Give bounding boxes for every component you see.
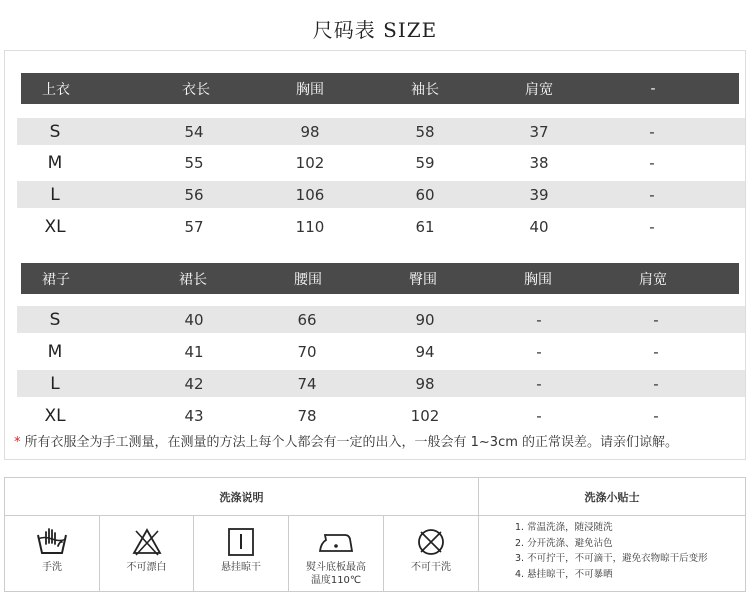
table-cell: 94 xyxy=(415,342,435,361)
no-bleach-label: 不可漂白 xyxy=(126,562,167,573)
no-bleach-icon xyxy=(130,527,164,557)
page-title: 尺码表 SIZE xyxy=(312,18,438,42)
table-cell: - xyxy=(649,185,655,204)
tops-header-length: 衣长 xyxy=(182,81,210,98)
table-row xyxy=(17,181,745,208)
table-cell: 98 xyxy=(300,122,320,141)
note-text: 所有衣服全为手工测量，在测量的方法上每个人都会有一定的出入，一般会有 1~3cm 的正常误差。请亲们谅解。 xyxy=(24,435,679,450)
table-cell: - xyxy=(653,374,659,393)
list-item: 2. 分开洗涤、避免沾色 xyxy=(515,537,613,549)
table-cell: 102 xyxy=(295,153,325,172)
table-cell: 60 xyxy=(415,185,435,204)
list-item: 3. 不可拧干，不可滴干，避免衣物晾干后变形 xyxy=(515,553,708,564)
table-cell: 98 xyxy=(415,374,435,393)
tops-header-extra: - xyxy=(650,80,656,97)
care-tips-title: 洗涤小贴士 xyxy=(479,478,745,516)
table-cell: 70 xyxy=(297,342,317,361)
table-cell: - xyxy=(649,122,655,141)
tops-header-shoulder: 肩宽 xyxy=(525,81,553,98)
size-label: XL xyxy=(44,216,66,237)
list-item: 4. 悬挂晾干，不可暴晒 xyxy=(515,568,613,580)
table-cell: 74 xyxy=(297,374,317,393)
table-cell: 66 xyxy=(297,310,317,329)
table-cell: 41 xyxy=(184,342,204,361)
table-cell: 90 xyxy=(415,310,435,329)
table-cell: 57 xyxy=(184,217,204,236)
care-item-no-dry-clean xyxy=(384,516,479,592)
size-label: L xyxy=(50,184,60,205)
size-label: L xyxy=(50,373,60,394)
tops-header-sleeve: 袖长 xyxy=(411,81,439,98)
list-item: 1. 常温洗涤，随浸随洗 xyxy=(515,522,613,533)
table-row xyxy=(17,370,745,397)
hand-wash-icon xyxy=(35,527,69,557)
table-cell: 37 xyxy=(529,122,549,141)
table-cell: - xyxy=(653,406,659,425)
table-row xyxy=(17,402,745,429)
table-cell: - xyxy=(653,342,659,361)
skirts-header-waist: 腰围 xyxy=(294,271,322,288)
table-cell: 43 xyxy=(184,406,204,425)
table-cell: 106 xyxy=(295,185,325,204)
tops-header-chest: 胸围 xyxy=(296,81,324,98)
care-instructions-title: 洗涤说明 xyxy=(5,478,479,516)
table-cell: 42 xyxy=(184,374,204,393)
table-cell: 61 xyxy=(415,217,435,236)
table-cell: 39 xyxy=(529,185,549,204)
table-cell: 40 xyxy=(529,217,549,236)
tops-table-header xyxy=(21,73,739,104)
table-cell: 56 xyxy=(184,185,204,204)
skirts-header-hip: 臀围 xyxy=(409,271,437,288)
tops-header-category: 上衣 xyxy=(42,81,70,98)
table-row xyxy=(17,118,745,145)
skirts-header-chest: 胸围 xyxy=(524,271,552,288)
skirts-header-length: 裙长 xyxy=(179,271,207,288)
hang-dry-icon xyxy=(224,527,258,557)
care-item-hand-wash xyxy=(5,516,100,592)
table-cell: - xyxy=(536,374,542,393)
table-cell: - xyxy=(536,310,542,329)
iron-icon xyxy=(316,527,356,557)
note-star: * xyxy=(14,435,21,450)
table-cell: 58 xyxy=(415,122,435,141)
care-tips-list xyxy=(479,516,745,592)
table-cell: - xyxy=(649,153,655,172)
care-section xyxy=(4,477,746,592)
hand-wash-label: 手洗 xyxy=(42,562,62,573)
table-row xyxy=(17,306,745,333)
table-row xyxy=(17,213,745,240)
skirts-table-header xyxy=(21,263,739,294)
size-label: XL xyxy=(44,405,66,426)
table-cell: 102 xyxy=(410,406,440,425)
iron-label: 熨斗底板最高 温度110℃ xyxy=(306,562,366,586)
care-item-no-bleach xyxy=(100,516,194,592)
table-cell: 110 xyxy=(295,217,325,236)
table-row xyxy=(17,338,745,365)
skirts-header-shoulder: 肩宽 xyxy=(639,271,667,288)
table-cell: 78 xyxy=(297,406,317,425)
table-cell: - xyxy=(536,342,542,361)
table-row xyxy=(17,149,745,176)
size-label: S xyxy=(49,309,61,330)
hang-dry-label: 悬挂晾干 xyxy=(221,562,261,573)
measurement-note xyxy=(14,431,678,450)
care-item-hang-dry xyxy=(194,516,289,592)
table-cell: - xyxy=(536,406,542,425)
table-cell: 40 xyxy=(184,310,204,329)
size-label: S xyxy=(49,121,61,142)
table-cell: - xyxy=(649,217,655,236)
no-dry-clean-icon xyxy=(414,527,448,557)
skirts-header-category: 裙子 xyxy=(42,271,70,288)
size-chart-panel xyxy=(4,50,746,460)
no-dry-clean-label: 不可干洗 xyxy=(411,562,451,573)
size-label: M xyxy=(47,152,63,173)
table-cell: 55 xyxy=(184,153,204,172)
table-cell: 38 xyxy=(529,153,549,172)
table-cell: 59 xyxy=(415,153,435,172)
size-label: M xyxy=(47,341,63,362)
table-cell: 54 xyxy=(184,122,204,141)
care-item-iron xyxy=(289,516,384,592)
table-cell: - xyxy=(653,310,659,329)
